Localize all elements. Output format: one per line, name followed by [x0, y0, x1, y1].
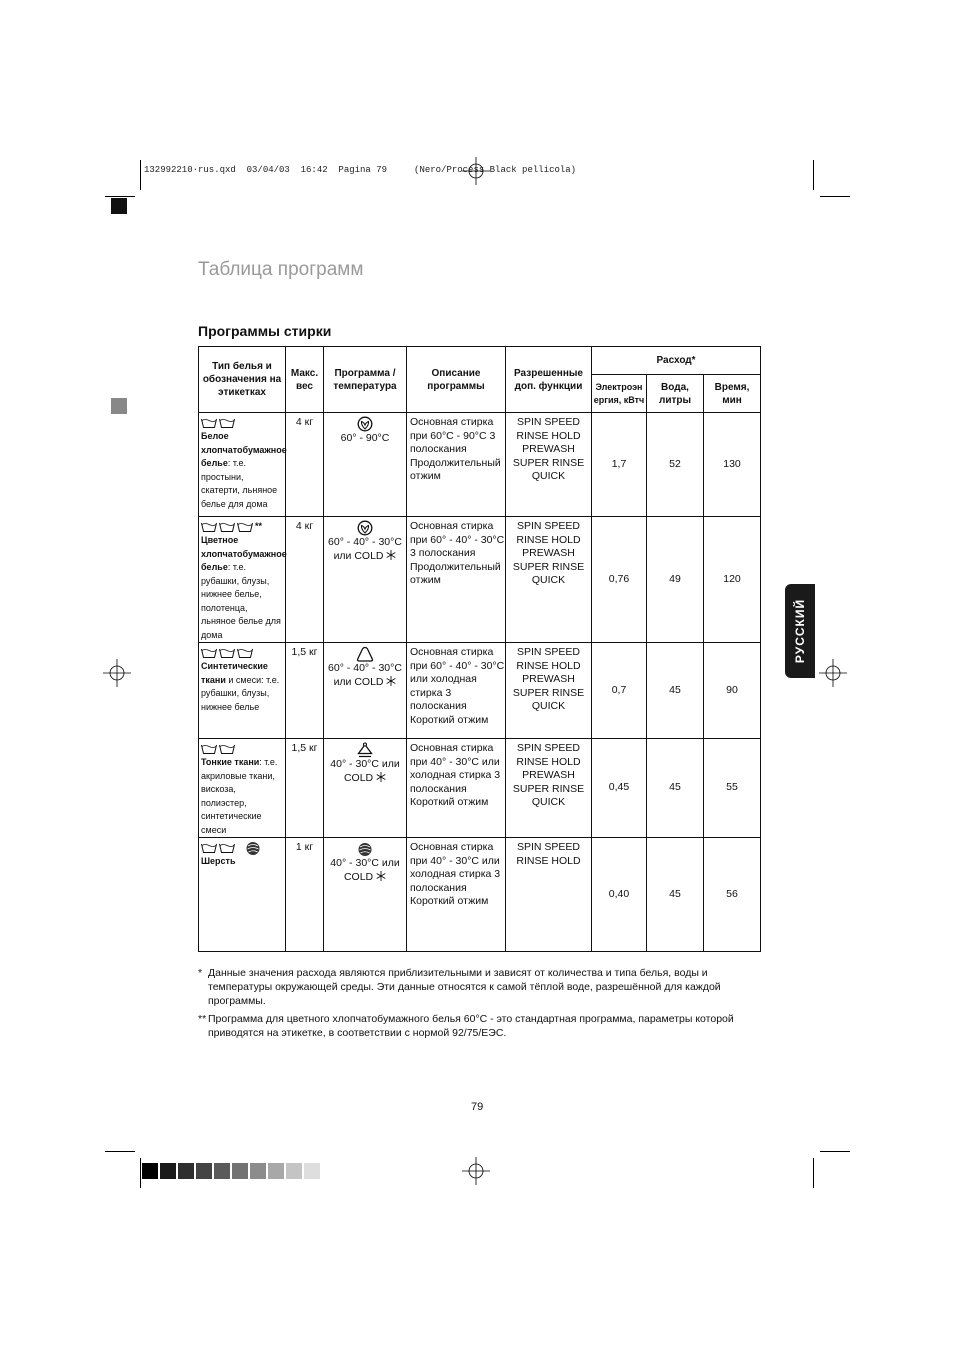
- fabric-examples: и смеси: т.е. рубашки, блузы, нижнее белье: [201, 674, 280, 712]
- snowflake-icon: [386, 550, 396, 560]
- crop-mark: [105, 1151, 135, 1152]
- options-cell: SPIN SPEED RINSE HOLD PREWASH SUPER RINSE QUICK: [506, 413, 592, 517]
- cotton-icon: [357, 416, 373, 432]
- max-load-cell: 1,5 кг: [286, 643, 324, 739]
- program-cell: [324, 517, 407, 643]
- table-row: [199, 838, 761, 952]
- program-cell: [324, 739, 407, 838]
- footnote-mark: **: [198, 1013, 207, 1025]
- footnote: [198, 1012, 758, 1040]
- calibration-swatch: [142, 1163, 158, 1179]
- wash-tub-icon: [201, 843, 217, 853]
- footnote: [198, 966, 758, 1008]
- gray-marker-square: [111, 398, 127, 414]
- fabric-type: Цветное хлопчатобумажное белье: [201, 535, 287, 572]
- language-tab-label: РУССКИЙ: [793, 598, 807, 664]
- calibration-swatch: [160, 1163, 176, 1179]
- fabric-cell: [199, 838, 286, 952]
- header-energy: Электроэн ергия, кВтч: [592, 375, 647, 413]
- snowflake-icon: [376, 871, 386, 881]
- wool-icon: [245, 840, 261, 856]
- language-tab: [785, 584, 815, 678]
- calibration-swatch: [304, 1163, 320, 1179]
- wool-icon: [357, 841, 373, 857]
- header-options: Разрешенные доп. функции: [506, 347, 592, 413]
- energy-cell: 0,40: [592, 838, 647, 952]
- fabric-cell: [199, 643, 286, 739]
- water-cell: 45: [647, 643, 704, 739]
- wash-tub-icon: [219, 843, 235, 853]
- wash-tub-icon: [201, 648, 217, 658]
- fabric-footnote-mark: **: [255, 521, 263, 532]
- crop-mark: [813, 1158, 814, 1188]
- program-temperature: 60° - 40° - 30°C или COLD: [328, 536, 402, 562]
- wash-tub-icon: [237, 648, 253, 658]
- calibration-swatch: [196, 1163, 212, 1179]
- snowflake-icon: [386, 676, 396, 686]
- crop-mark: [813, 160, 814, 190]
- fabric-type: Синтетические ткани: [201, 661, 268, 685]
- water-cell: 52: [647, 413, 704, 517]
- crop-mark: [820, 1151, 850, 1152]
- wash-tub-icon: [201, 418, 217, 428]
- delicates-icon: [356, 742, 374, 758]
- care-labels: [201, 841, 283, 855]
- footnote-mark: *: [198, 967, 203, 979]
- registration-mark-icon: [103, 659, 131, 687]
- header-program: Программа / температура: [324, 347, 407, 413]
- fabric-examples: : т.е. рубашки, блузы, нижнее белье, полотенца, льняное белье для дома: [201, 562, 281, 640]
- registration-mark-icon: [462, 157, 490, 185]
- max-load-cell: 1 кг: [286, 838, 324, 952]
- fabric-type: Белое хлопчатобумажное белье: [201, 431, 287, 468]
- program-cell: [324, 838, 407, 952]
- max-load-cell: 4 кг: [286, 517, 324, 643]
- header-time: Время, мин: [704, 375, 761, 413]
- snowflake-icon: [376, 772, 386, 782]
- calibration-swatch: [178, 1163, 194, 1179]
- care-labels: [201, 520, 283, 534]
- description-cell: Основная стирка при 40° - 30°C или холодная стирка 3 полоскания Короткий отжим: [407, 739, 506, 838]
- wash-tub-icon: [219, 648, 235, 658]
- calibration-swatch: [250, 1163, 266, 1179]
- fabric-cell: [199, 739, 286, 838]
- care-labels: [201, 742, 283, 756]
- program-table: [198, 346, 761, 952]
- synthetics-icon: [356, 646, 374, 662]
- water-cell: 49: [647, 517, 704, 643]
- max-load-cell: 1,5 кг: [286, 739, 324, 838]
- registration-mark-icon: [819, 659, 847, 687]
- header-load: Макс. вес: [286, 347, 324, 413]
- black-marker-square: [111, 198, 127, 214]
- calibration-swatch: [268, 1163, 284, 1179]
- fabric-examples: : т.е. акриловые ткани, вискоза, полиэстер, синтетические смеси: [201, 757, 278, 835]
- care-labels: [201, 416, 283, 430]
- options-cell: SPIN SPEED RINSE HOLD: [506, 838, 592, 952]
- program-cell: [324, 643, 407, 739]
- time-cell: 55: [704, 739, 761, 838]
- time-cell: 56: [704, 838, 761, 952]
- program-temperature: 40° - 30°C или COLD: [330, 758, 400, 784]
- fabric-examples: : т.е. простыни, скатерти, льняное белье для дома: [201, 458, 278, 509]
- header-description: Описание программы: [407, 347, 506, 413]
- description-cell: Основная стирка при 60°C - 90°C 3 полоскания Продолжительный отжим: [407, 413, 506, 517]
- footnote-text: Данные значения расхода являются приблизительными и зависят от количества и типа белья, воды и температуры окружающей среды. Эти данные относятся к самой тёплой воде, разрешённой для каждой программы.: [208, 967, 721, 1007]
- energy-cell: 0,76: [592, 517, 647, 643]
- energy-cell: 0,45: [592, 739, 647, 838]
- crop-mark: [140, 160, 141, 190]
- calibration-swatch: [286, 1163, 302, 1179]
- options-cell: SPIN SPEED RINSE HOLD PREWASH SUPER RINSE QUICK: [506, 739, 592, 838]
- fabric-type: Тонкие ткани: [201, 757, 260, 767]
- calibration-swatch: [232, 1163, 248, 1179]
- time-cell: 90: [704, 643, 761, 739]
- water-cell: 45: [647, 838, 704, 952]
- program-temperature: 60° - 40° - 30°C или COLD: [328, 662, 402, 688]
- program-temperature: 40° - 30°C или COLD: [330, 857, 400, 883]
- wash-tub-icon: [219, 744, 235, 754]
- fabric-type: Шерсть: [201, 856, 236, 866]
- page-number: 79: [471, 1101, 484, 1113]
- wash-tub-icon: [201, 744, 217, 754]
- table-row: [199, 517, 761, 643]
- energy-cell: 0,7: [592, 643, 647, 739]
- wash-tub-icon: [201, 522, 217, 532]
- header-consumption: Расход*: [592, 347, 761, 375]
- cotton-icon: [357, 520, 373, 536]
- header-water: Вода, литры: [647, 375, 704, 413]
- print-slug: 132992210·rus.qxd 03/04/03 16:42 Pagina 79 (Nero/Process Black pellicola): [144, 165, 577, 175]
- program-temperature: 60° - 90°C: [340, 432, 390, 444]
- fabric-cell: [199, 517, 286, 643]
- footnote-text: Программа для цветного хлопчатобумажного белья 60°C - это стандартная программа, параметры которой приводятся на этикетке, в соответствии с нормой 92/75/ЕЭС.: [208, 1013, 734, 1039]
- table-row: [199, 413, 761, 517]
- calibration-swatch: [214, 1163, 230, 1179]
- footnotes: [198, 966, 758, 1044]
- header-fabric: Тип белья и обозначения на этикетках: [199, 347, 286, 413]
- time-cell: 130: [704, 413, 761, 517]
- options-cell: SPIN SPEED RINSE HOLD PREWASH SUPER RINSE QUICK: [506, 517, 592, 643]
- wash-tub-icon: [237, 522, 253, 532]
- table-row: [199, 739, 761, 838]
- program-cell: [324, 413, 407, 517]
- crop-mark: [140, 1158, 141, 1188]
- water-cell: 45: [647, 739, 704, 838]
- wash-tub-icon: [219, 522, 235, 532]
- description-cell: Основная стирка при 60° - 40° - 30°C или холодная стирка 3 полоскания Короткий отжим: [407, 643, 506, 739]
- crop-mark: [105, 196, 135, 197]
- page-title: Таблица программ: [198, 259, 364, 280]
- fabric-cell: [199, 413, 286, 517]
- registration-mark-icon: [462, 1157, 490, 1185]
- table-row: [199, 643, 761, 739]
- max-load-cell: 4 кг: [286, 413, 324, 517]
- energy-cell: 1,7: [592, 413, 647, 517]
- description-cell: Основная стирка при 60° - 40° - 30°C 3 полоскания Продолжительный отжим: [407, 517, 506, 643]
- care-labels: [201, 646, 283, 660]
- options-cell: SPIN SPEED RINSE HOLD PREWASH SUPER RINSE QUICK: [506, 643, 592, 739]
- wash-tub-icon: [219, 418, 235, 428]
- section-title: Программы стирки: [198, 323, 332, 339]
- crop-mark: [820, 196, 850, 197]
- description-cell: Основная стирка при 40° - 30°C или холодная стирка 3 полоскания Короткий отжим: [407, 838, 506, 952]
- time-cell: 120: [704, 517, 761, 643]
